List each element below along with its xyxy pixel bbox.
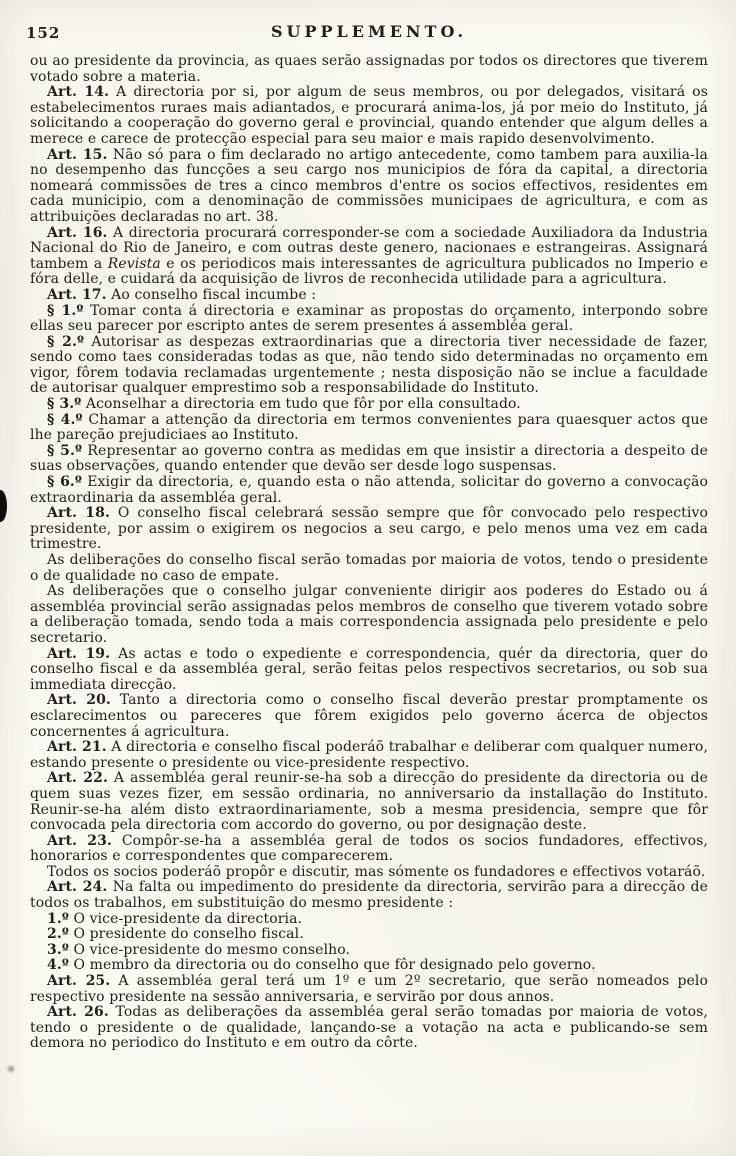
paragraph-text: O conselho fiscal celebrará sessão sempre que fôr convocado pelo respectivo presidente, por assim o exigirem os negocios a seu cargo, e pelo menos uma vez em cada trimestre. xyxy=(30,505,708,553)
paragraph-text: Todas as deliberações da assembléa geral serão tomadas por maioria de votos, tendo o presidente o de qualidade, lançando-se a votação na acta e publicando-se sem demora no periodico do Instituto e em outro da côrte. xyxy=(30,1004,708,1052)
paragraph xyxy=(30,304,708,335)
paragraph-text: Todos os socios poderáõ propôr e discutir, mas sómente os fundadores e effectivos votaráõ. xyxy=(47,863,706,880)
paragraph-lead: Art. 19. xyxy=(47,645,111,662)
paragraph xyxy=(30,771,708,833)
paragraph-lead: § 4.º xyxy=(47,411,83,428)
ink-blot-artifact xyxy=(0,490,7,522)
paragraph xyxy=(30,693,708,740)
paragraph-text: Autorisar as despezas extraordinarias que a directoria tiver necessidade de fazer, sendo como taes consideradas todas as que, não tendo sido determinadas no orçamento em vigor, fôrem todavia reclamadas urgentemente ; nesta disposição não se inclue a faculdade de autorisar qualquer emprestimo sob a responsabilidade do Instituto. xyxy=(30,333,708,397)
paragraph xyxy=(30,553,708,584)
paragraph xyxy=(30,54,708,85)
paragraph-lead: § 1.º xyxy=(47,302,84,319)
paragraph-lead: Art. 20. xyxy=(47,692,111,709)
paragraph xyxy=(30,912,708,928)
paragraph-lead: § 2.º xyxy=(47,333,85,350)
paragraph xyxy=(30,880,708,911)
paragraph-text: Exigir da directoria, e, quando esta o não attenda, solicitar do governo a convocação extraordinaria da assembléa geral. xyxy=(30,474,708,506)
paragraph xyxy=(30,335,708,397)
paragraph-lead: 3.º xyxy=(47,941,69,958)
paragraph-lead: § 6.º xyxy=(47,474,82,491)
paragraph xyxy=(30,865,708,881)
paragraph-text: Na falta ou impedimento do presidente da directoria, servirão para a direcção de todos os trabalhos, em substituição do mesmo presidente : xyxy=(30,879,708,912)
paragraph-lead: 1.º xyxy=(47,910,69,927)
paragraph-lead: Art. 25. xyxy=(47,973,111,990)
paragraph xyxy=(30,927,708,943)
paragraph xyxy=(30,740,708,771)
paragraph-text: O vice-presidente da directoria. xyxy=(68,910,303,927)
paragraph-text: Chamar a attenção da directoria em termos convenientes para quaesquer actos que lhe pareção prejudiciaes ao Instituto. xyxy=(30,411,708,444)
paragraph xyxy=(30,1005,708,1052)
paragraph xyxy=(30,958,708,974)
page-header xyxy=(26,22,708,46)
paragraph-text: Ao conselho fiscal incumbe : xyxy=(106,286,317,303)
paragraph-text: Revista xyxy=(107,255,161,272)
paragraph-text: e os periodicos mais interessantes de agricultura publicados no Imperio e fóra delle, e cuidará da acquisição de livros de reconhecida utilidade para a agricultura. xyxy=(30,255,708,288)
paragraph-text: O vice-presidente do mesmo conselho. xyxy=(68,941,351,958)
paragraph xyxy=(30,475,708,506)
paragraph-lead: 4.º xyxy=(47,957,69,974)
paragraph-lead: Art. 14. xyxy=(47,84,110,101)
paragraph-text: A assembléa geral reunir-se-ha sob a direcção do presidente da directoria ou de quem suas vezes fizer, em sessão ordinaria, no anniversario da installação do Instituto. Reunir-se-ha além disto extraordinariamente, sob a mesma presidencia, sempre que fôr convocada pela directoria com accordo do governo, ou por designação deste. xyxy=(30,770,708,834)
paragraph xyxy=(30,506,708,553)
paragraph xyxy=(30,974,708,1005)
paragraph xyxy=(30,943,708,959)
paragraph-text: Tomar conta á directoria e examinar as propostas do orçamento, interpondo sobre ellas seu parecer por escripto antes de serem presentes á assembléa geral. xyxy=(30,302,709,335)
page-number: 152 xyxy=(26,24,61,42)
paragraph xyxy=(30,444,708,475)
paragraph-text: O presidente do conselho fiscal. xyxy=(68,926,304,943)
page-title: SUPPLEMENTO. xyxy=(270,22,468,41)
paragraph-lead: § 5.º xyxy=(47,442,83,459)
document-body xyxy=(30,54,708,1052)
paragraph-text: As deliberações do conselho fiscal serão tomadas por maioria de votos, tendo o presidente o de qualidade no caso de empate. xyxy=(30,552,708,584)
paragraph xyxy=(30,85,708,147)
paragraph-lead: Art. 16. xyxy=(47,224,108,241)
paragraph xyxy=(30,397,708,413)
paragraph-lead: Art. 18. xyxy=(47,505,110,522)
paragraph-text: Aconselhar a directoria em tudo que fôr por ella consultado. xyxy=(81,396,521,413)
paragraph-text: Não só para o fim declarado no artigo antecedente, como tambem para auxilia-la no desempenho das funcções a seu cargo nos municipios de fóra da capital, a directoria nomeará commissões de tres a cinco membros d'entre os socios effectivos, residentes em cada municipio, com a denominação de commissões municipaes de agricultura, e com as attribuições declaradas no art. 38. xyxy=(30,146,708,225)
paragraph-lead: Art. 21. xyxy=(47,739,107,756)
paragraph xyxy=(30,288,708,304)
paragraph-text: Representar ao governo contra as medidas em que insistir a directoria a despeito de suas observações, quando entender que devão ser desde logo suspensas. xyxy=(30,442,708,475)
paragraph-lead: Art. 26. xyxy=(47,1004,109,1021)
paragraph xyxy=(30,226,708,288)
paragraph-text: As deliberações que o conselho julgar conveniente dirigir aos poderes do Estado ou á assembléa provincial serão assignadas pelos membros de conselho que tiverem votado sobre a deliberação tomada, sendo toda a mais correspondencia assignada pelo presidente e pelo secretario. xyxy=(30,583,708,646)
paragraph xyxy=(30,584,708,646)
paragraph-text: A assembléa geral terá um 1º e um 2º secretario, que serão nomeados pelo respectivo presidente na sessão anniversaria, e servirão por dous annos. xyxy=(30,973,708,1005)
paragraph-text: ou ao presidente da provincia, as quaes serão assignadas por todos os directores que tiverem votado sobre a materia. xyxy=(30,53,708,85)
paragraph-text: O membro da directoria ou do conselho que fôr designado pelo governo. xyxy=(68,957,596,974)
paragraph xyxy=(30,148,708,226)
paragraph-lead: Art. 23. xyxy=(47,832,112,849)
paragraph-text: A directoria procurará corresponder-se com a sociedade Auxiliadora da Industria Nacional do Rio de Janeiro, e com outras deste genero, nacionaes e estrangeiras. Assignará tambem a xyxy=(30,224,708,272)
paragraph-lead: § 3.º xyxy=(47,396,82,413)
paragraph xyxy=(30,647,708,694)
paragraph-lead: Art. 22. xyxy=(47,770,108,787)
paragraph-text: A directoria e conselho fiscal poderáõ trabalhar e deliberar com qualquer numero, estando presente o presidente ou vice-presidente respectivo. xyxy=(30,739,708,771)
paragraph-text: Compôr-se-ha a assembléa geral de todos os socios fundadores, effectivos, honorarios e correspondentes que comparecerem. xyxy=(30,832,708,865)
paragraph-text: Tanto a directoria como o conselho fiscal deverão prestar promptamente os esclarecimentos ou pareceres que fôrem exigidos pelo governo ácerca de objectos concernentes á agricultura. xyxy=(30,692,708,740)
paragraph-lead: Art. 17. xyxy=(47,286,107,303)
paragraph xyxy=(30,834,708,865)
paragraph xyxy=(30,413,708,444)
scan-smudge-artifact xyxy=(6,1064,16,1074)
paragraph-text: A directoria por si, por algum de seus membros, ou por delegados, visitará os estabelecimentos ruraes mais adiantados, e procurará anima-los, já por meio do Instituto, já solicitando a cooperação do governo geral e provincial, quando entender que algum delles a merece e carece de protecção especial para seu maior e mais rapido desenvolvimento. xyxy=(30,84,708,147)
paragraph-lead: Art. 24. xyxy=(47,879,108,896)
paragraph-lead: Art. 15. xyxy=(47,146,108,163)
paragraph-text: As actas e todo o expediente e correspondencia, quér da directoria, quer do conselho fiscal e da assembléa geral, serão feitas pelos respectivos secretarios, ou sob sua immediata direcção. xyxy=(30,645,708,693)
paragraph-lead: 2.º xyxy=(47,926,69,943)
